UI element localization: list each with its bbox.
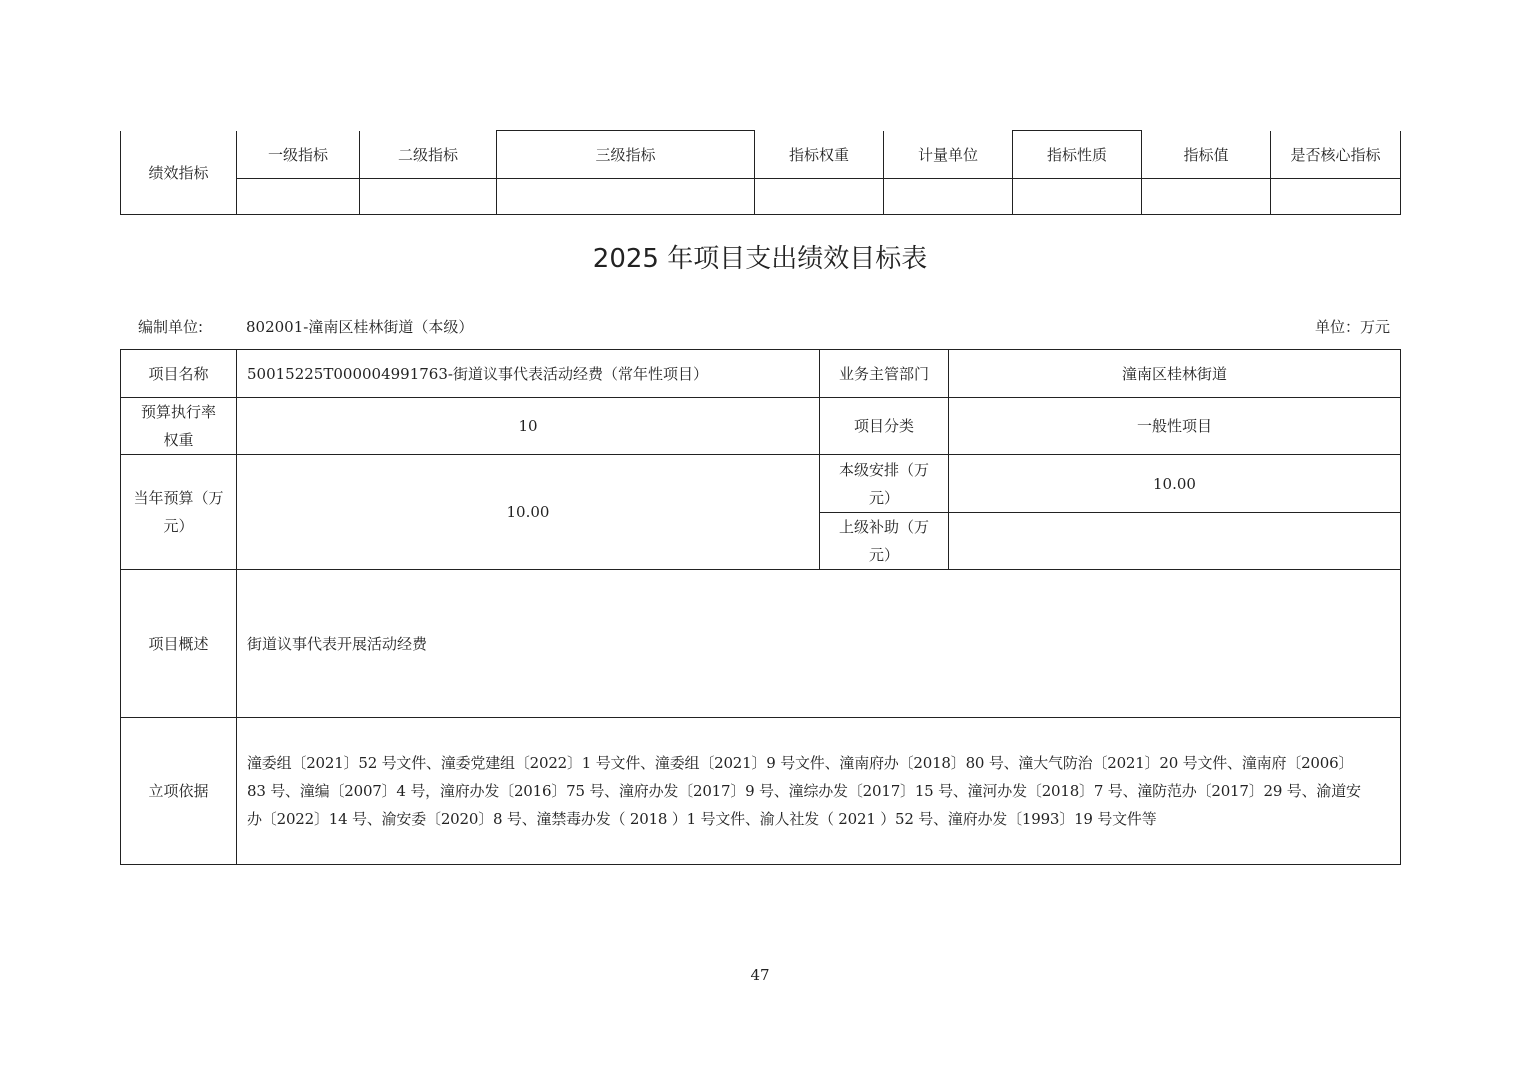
perf-cell (360, 179, 497, 215)
subsidy-label (820, 513, 949, 570)
perf-header-nature: 指标性质 (1013, 131, 1142, 179)
perf-cell (237, 179, 360, 215)
perf-cell (1142, 179, 1271, 215)
perf-cell (755, 179, 884, 215)
perf-cell (1271, 179, 1401, 215)
budget-value: 10.00 (237, 455, 820, 570)
perf-header-weight: 指标权重 (755, 131, 884, 179)
perf-header-level1: 一级指标 (237, 131, 360, 179)
subsidy-value (949, 513, 1401, 570)
category-value: 一般性项目 (949, 398, 1401, 455)
performance-indicator-table (120, 130, 1401, 215)
dept-value: 潼南区桂林街道 (949, 350, 1401, 398)
basis-line-2: 83 号、潼编〔2007〕4 号，潼府办发〔2016〕75 号、潼府办发〔2017〕9 号、潼综办发〔2017〕15 号、潼河办发〔2018〕7 号、潼防范办〔2017〕29 号、渝道安 (247, 782, 1361, 800)
perf-header-level2: 二级指标 (360, 131, 497, 179)
category-label: 项目分类 (820, 398, 949, 455)
perf-row-label: 绩效指标 (121, 131, 237, 215)
dept-label: 业务主管部门 (820, 350, 949, 398)
overview-value: 街道议事代表开展活动经费 (237, 570, 1401, 718)
project-target-table (120, 349, 1401, 865)
page-number: 47 (750, 966, 770, 984)
project-name-label: 项目名称 (121, 350, 237, 398)
budget-label (121, 455, 237, 570)
overview-label: 项目概述 (121, 570, 237, 718)
local-arrangement-value: 10.00 (949, 455, 1401, 513)
perf-cell (1013, 179, 1142, 215)
perf-header-level3: 三级指标 (497, 131, 755, 179)
basis-line-1: 潼委组〔2021〕52 号文件、潼委党建组〔2022〕1 号文件、潼委组〔2021〕9 号文件、潼南府办〔2018〕80 号、潼大气防治〔2021〕20 号文件、潼南府〔2006〕 (247, 754, 1354, 772)
local-label-line1: 本级安排（万 (838, 460, 929, 479)
exec-rate-label-line1: 预算执行率 (140, 403, 216, 421)
exec-rate-label (121, 398, 237, 455)
subsidy-label-line1: 上级补助（万 (838, 518, 929, 536)
exec-rate-value: 10 (237, 398, 820, 455)
exec-rate-label-line2: 权重 (163, 431, 194, 449)
subsidy-label-line2: 元） (868, 546, 899, 564)
perf-cell (497, 179, 755, 215)
local-arrangement-label (820, 455, 949, 513)
compiling-unit-label: 编制单位: (138, 318, 204, 336)
basis-value (237, 718, 1401, 865)
project-name-value: 50015225T000004991763-街道议事代表活动经费（常年性项目） (237, 350, 820, 398)
basis-label: 立项依据 (121, 718, 237, 865)
budget-label-line2: 元） (163, 517, 194, 535)
budget-label-line1: 当年预算（万 (133, 489, 224, 507)
basis-line-3: 办〔2022〕14 号、渝安委〔2020〕8 号、潼禁毒办发（ 2018 ）1 号文件、渝人社发（ 2021 ）52 号、潼府办发〔1993〕19 号文件等 (247, 810, 1157, 828)
page-title: 2025 年项目支出绩效目标表 (592, 244, 928, 274)
perf-header-unit: 计量单位 (884, 131, 1013, 179)
perf-header-core: 是否核心指标 (1271, 131, 1401, 179)
compiling-unit-value: 802001-潼南区桂林街道（本级） (246, 318, 474, 336)
perf-header-value: 指标值 (1142, 131, 1271, 179)
local-label-line2: 元） (868, 488, 899, 507)
unit-label: 单位：万元 (1314, 318, 1390, 336)
perf-cell (884, 179, 1013, 215)
